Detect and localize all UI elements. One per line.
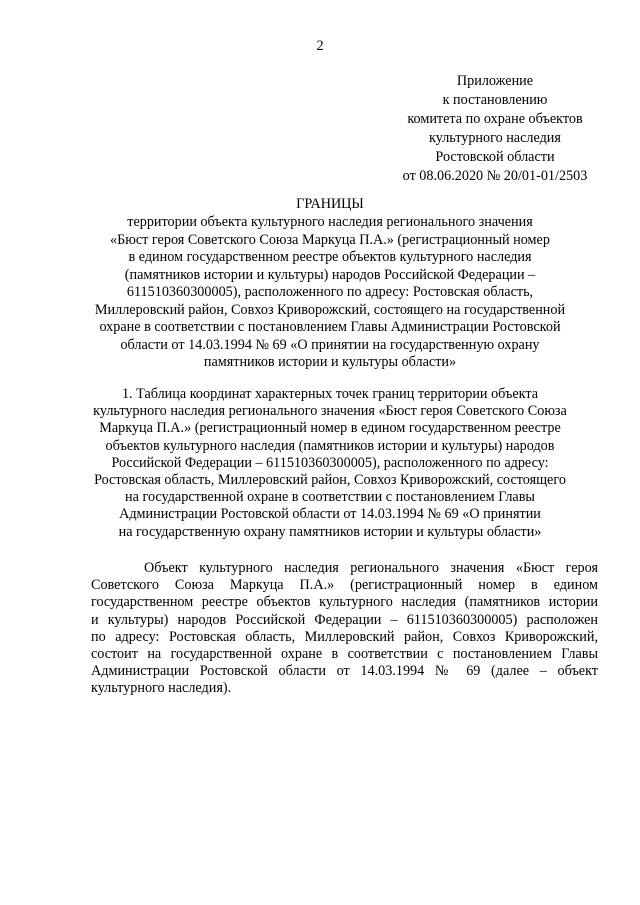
title-line: «Бюст героя Советского Союза Маркуца П.А.» (регистрационный номер <box>110 231 550 248</box>
section-line: 1. Таблица координат характерных точек границ территории объекта <box>121 386 539 402</box>
section-line: Российской Федерации – 611510360300005), расположенного по адресу: <box>111 454 549 471</box>
section-line: культурного наследия регионального значения «Бюст героя Советского Союза <box>93 403 567 420</box>
appendix-line: культурного наследия <box>429 130 561 146</box>
title-heading: ГРАНИЦЫ <box>296 196 364 212</box>
section-line: Ростовская область, Миллеровский район, Совхоз Криворожский, состоящего <box>94 472 566 489</box>
section-line: объектов культурного наследия (памятников истории и культуры) народов <box>105 437 555 454</box>
paragraph-line: Объект культурного наследия регионального значения «Бюст героя <box>144 560 598 576</box>
title-line: территории объекта культурного наследия регионального значения <box>127 214 533 231</box>
paragraph-line: Администрации Ростовской области от 14.03.1994 № 69 (далее – объект <box>91 663 598 680</box>
page-number: 2 <box>316 38 324 54</box>
appendix-line: Приложение <box>456 73 534 89</box>
title-line: 611510360300005), расположенного по адресу: Ростовская область, <box>126 284 534 301</box>
appendix-line: Ростовской области <box>435 149 555 165</box>
paragraph-line: по адресу: Ростовская область, Миллеровский район, Совхоз Криворожский, <box>91 628 598 645</box>
appendix-line: от 08.06.2020 № 20/01-01/2503 <box>402 168 588 184</box>
title-line: в едином государственном реестре объектов культурного наследия <box>128 249 532 266</box>
appendix-line: комитета по охране объектов <box>407 111 583 127</box>
section-line: на государственную охрану памятников истории и культуры области» <box>118 523 542 540</box>
paragraph-line: культурного наследия). <box>91 680 232 697</box>
title-line: памятников истории и культуры области» <box>203 354 457 371</box>
section-heading <box>80 386 580 541</box>
body-paragraph <box>91 560 598 698</box>
paragraph-line: государственном реестре объектов культурного наследия (памятников истории <box>91 594 598 611</box>
title-line: Миллеровский район, Совхоз Криворожский, состоящего на государственной <box>94 301 566 318</box>
title-line: (памятников истории и культуры) народов Российской Федерации – <box>124 266 536 283</box>
title-line: области от 14.03.1994 № 69 «О принятии на государственную охрану <box>120 336 540 353</box>
paragraph-line: и культуры) народов Российской Федерации – 611510360300005) расположен <box>91 611 598 628</box>
section-line: на государственной охране в соответствии с постановлением Главы <box>125 489 535 506</box>
paragraph-line: состоит на государственной охране в соответствии с постановлением Главы <box>91 646 598 663</box>
appendix-line: к постановлению <box>442 92 548 108</box>
appendix-header <box>380 72 610 186</box>
paragraph-line: Советского Союза Маркуца П.А.» (регистрационный номер в едином <box>91 577 598 594</box>
document-title <box>80 196 580 372</box>
title-line: охране в соответствии с постановлением Главы Администрации Ростовской <box>99 319 561 336</box>
section-line: Администрации Ростовской области от 14.03.1994 № 69 «О принятии <box>119 506 541 523</box>
section-line: Маркуца П.А.» (регистрационный номер в едином государственном реестре <box>99 420 561 437</box>
